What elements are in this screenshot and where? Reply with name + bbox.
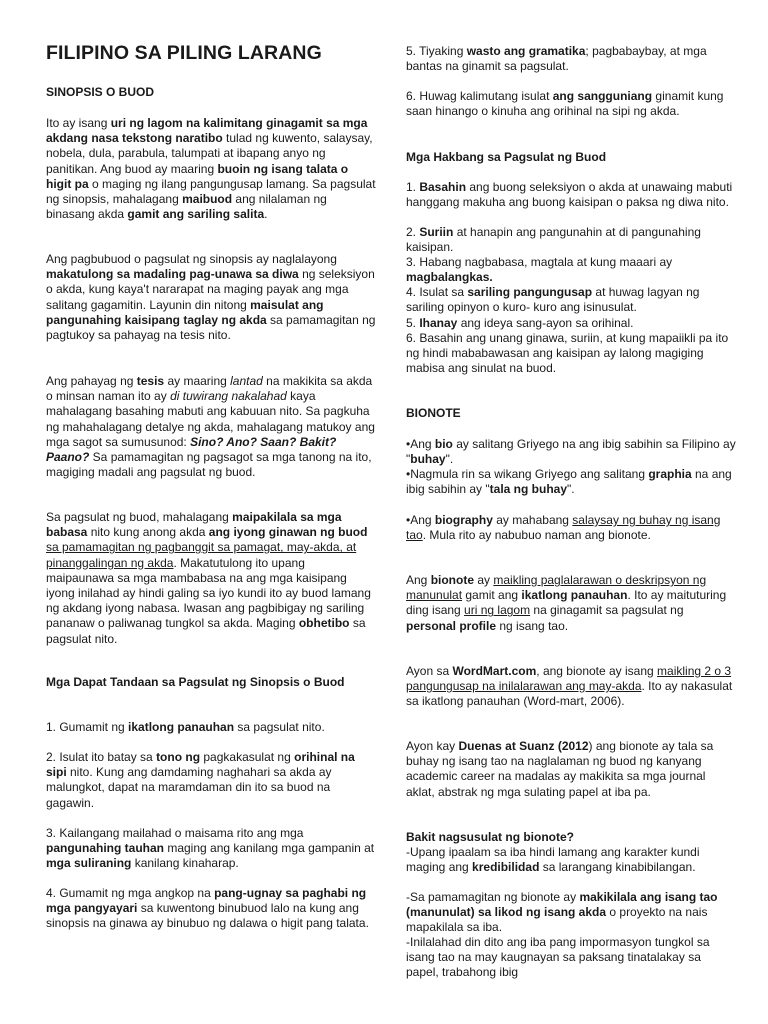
- heading-dapat-tandaan: Mga Dapat Tandaan sa Pagsulat ng Sinopsis o Buod: [46, 675, 345, 689]
- bionote-bullet-biography: •Ang biography ay mahabang salaysay ng buhay ng isang tao. Mula rito ay nabubuo naman ang bionote.: [406, 513, 721, 543]
- paragraph-pagsulat-ng-buod: Sa pagsulat ng buod, mahalagang maipakilala sa mga babasa nito kung anong akda ang iyong ginawan ng buod sa pamamagitan ng pagbanggit sa pamagat, may-akda, at pinanggalingan ng akda. Makatutulong ito upang maipaunawa sa mga mambabasa na ang mga kaisipang iyong inilahad ay hindi galing sa iyo kundi ito ay buod lamang ng akdang iyong nabasa. Iwasan ang pagbibigay ng sariling pananaw o paliwanag tungkol sa akda. Maging obhetibo sa pagsulat nito.: [46, 510, 371, 646]
- paragraph-pagbubuod: Ang pagbubuod o pagsulat ng sinopsis ay naglalayong makatulong sa madaling pag-unawa sa diwa ng seleksiyon o akda, kung kaya't nararapat na maging payak ang mga salitang gagamitin. Layunin din nitong maisulat ang pangunahing kaisipang taglay ng akda sa pamamagitan ng pagtukoy sa pahayag na tesis nito.: [46, 252, 376, 343]
- list-item-dapat-4: 4. Gumamit ng mga angkop na pang-ugnay sa paghabi ng mga pangyayari sa kuwentong binubuod lalo na kung ang sinopsis na ginawa ay binubuo ng dalawa o higit pang talata.: [46, 886, 369, 931]
- hakbang-item-1: 1. Basahin ang buong seleksiyon o akda at unawaing mabuti hanggang makuha ang buong kaisipan o paksa ng diwa nito.: [406, 180, 733, 210]
- heading-bionote: BIONOTE: [406, 406, 461, 420]
- list-item-dapat-1: 1. Gumamit ng ikatlong panauhan sa pagsulat nito.: [46, 720, 325, 734]
- bionote-bullet-graphia: •Nagmula rin sa wikang Griyego ang salitang graphia na ang ibig sabihin ay "tala ng buhay".: [406, 467, 732, 497]
- paragraph-wordmart: Ayon sa WordMart.com, ang bionote ay isang maikling 2 o 3 pangungusap na inilalarawan ang may-akda. Ito ay nakasulat sa ikatlong panauhan (Word-mart, 2006).: [406, 664, 733, 709]
- heading-sinopsis: SINOPSIS O BUOD: [46, 85, 155, 99]
- bakit-item-makikilala: -Sa pamamagitan ng bionote ay makikilala ang isang tao (manunulat) sa likod ng isang akda o proyekto na nais mapakilala sa iba.: [406, 890, 718, 935]
- paragraph-duenas-suanz: Ayon kay Duenas at Suanz (2012) ang bionote ay tala sa buhay ng isang tao na naglalaman ng buod ng kanyang academic career na madalas ay makikita sa mga journal aklat, abstrak ng mga sulating papel at iba pa.: [406, 739, 714, 799]
- bakit-item-kredibilidad: -Upang ipaalam sa iba hindi lamang ang karakter kundi maging ang kredibilidad sa larangang kinabibilangan.: [406, 845, 700, 875]
- heading-bakit: Bakit nagsusulat ng bionote?: [406, 830, 575, 844]
- hakbang-item-6: 6. Basahin ang unang ginawa, suriin, at kung mapaiikli pa ito ng hindi mababawasan ang kaisipan ay lalong magiging mabisa ang sinulat na buod.: [406, 331, 729, 376]
- paragraph-bionote-definition: Ang bionote ay maikling paglalarawan o deskripsyon ng manunulat gamit ang ikatlong panauhan. Ito ay maituturing ding isang uri ng lagom na ginagamit sa pagsulat ng personal profile ng isang tao.: [406, 573, 727, 633]
- list-item-dapat-6: 6. Huwag kalimutang isulat ang sangguniang ginamit kung saan hinango o kinuha ang orihinal na sipi ng akda.: [406, 89, 724, 119]
- list-item-dapat-2: 2. Isulat ito batay sa tono ng pagkakasulat ng orihinal na sipi nito. Kung ang damdaming naghahari sa akda ay malungkot, dapat na maramdaman din ito sa buod na gagawin.: [46, 750, 355, 810]
- bionote-bullet-bio: •Ang bio ay salitang Griyego na ang ibig sabihin sa Filipino ay "buhay".: [406, 437, 736, 467]
- list-item-dapat-5: 5. Tiyaking wasto ang gramatika; pagbabaybay, at mga bantas na ginamit sa pagsulat.: [406, 44, 707, 74]
- bakit-item-impormasyon: -Inilalahad din dito ang iba pang impormasyon tungkol sa isang tao na may kaugnayan sa paksang tinatalakay sa papel, trabahong ibig: [406, 935, 710, 980]
- list-item-dapat-3: 3. Kailangang mailahad o maisama rito ang mga pangunahing tauhan maging ang kanilang mga gampanin at mga suliraning kanilang kinaharap.: [46, 826, 375, 871]
- hakbang-item-5: 5. Ihanay ang ideya sang-ayon sa orihinal.: [406, 316, 634, 330]
- paragraph-tesis: Ang pahayag ng tesis ay maaring lantad na makikita sa akda o minsan naman ito ay di tuwirang nakalahad kaya mahalagang basahing mabuti ang kabuuan nito. Sa pagkuha ng mahahalagang detalye ng akda, mahalagang matukoy ang mga sagot sa sumusunod: Sino? Ano? Saan? Bakit? Paano? Sa pamamagitan ng pagsagot sa mga tanong na ito, magiging madali ang pagsulat ng buod.: [46, 374, 375, 480]
- page-title: FILIPINO SA PILING LARANG: [46, 42, 322, 64]
- paragraph-sinopsis-definition: Ito ay isang uri ng lagom na kalimitang ginagamit sa mga akdang nasa tekstong naratibo tulad ng kuwento, salaysay, nobela, dula, parabula, talumpati at ibapang anyo ng panitikan. Ang buod ay maaring buoin ng isang talata o higit pa o maging ng ilang pangungusap lamang. Sa pagsulat ng sinopsis, mahalagang maibuod ang nilalaman ng binasang akda gamit ang sariling salita.: [46, 116, 376, 222]
- heading-hakbang: Mga Hakbang sa Pagsulat ng Buod: [406, 150, 607, 164]
- hakbang-item-2: 2. Suriin at hanapin ang pangunahin at di pangunahing kaisipan.: [406, 225, 701, 255]
- hakbang-item-3: 3. Habang nagbabasa, magtala at kung maaari ay magbalangkas.: [406, 255, 673, 285]
- hakbang-item-4: 4. Isulat sa sariling pangungusap at huwag lagyan ng sariling opinyon o kuro- kuro ang isinusulat.: [406, 285, 700, 315]
